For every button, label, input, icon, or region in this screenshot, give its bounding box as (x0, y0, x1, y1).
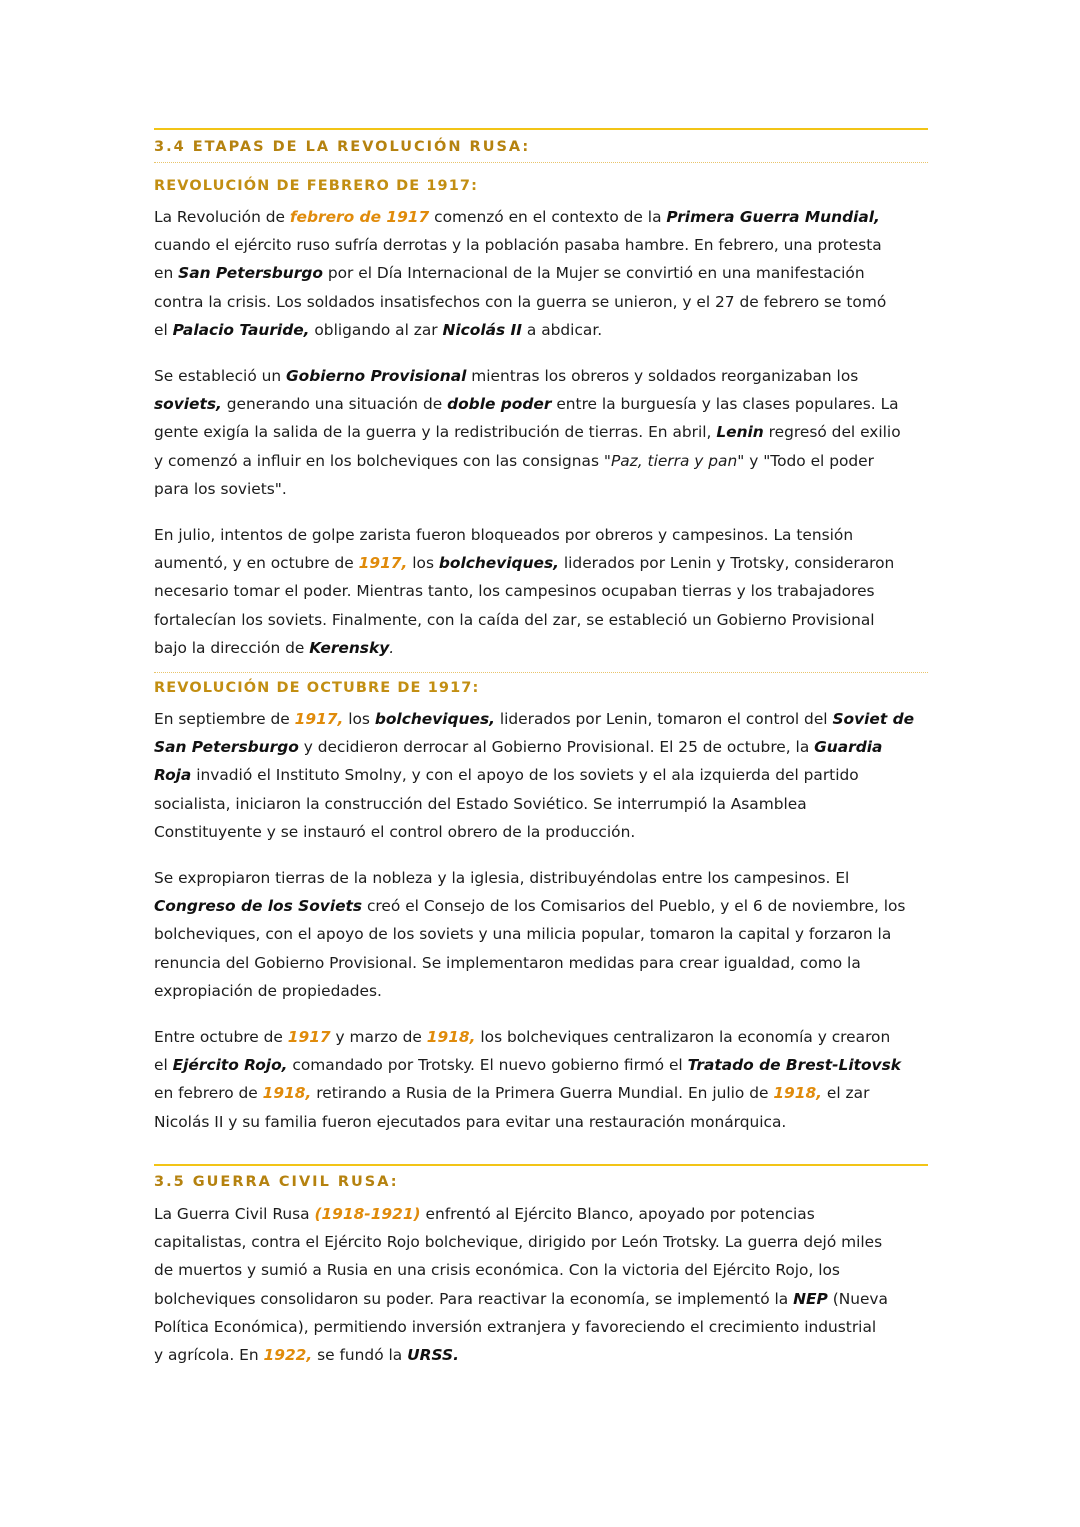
paragraph (154, 1023, 928, 1136)
text-run: Entre octubre de (154, 1028, 288, 1047)
section-heading-3-4: 3.4 ETAPAS DE LA REVOLUCIÓN RUSA: (154, 139, 531, 155)
emphasis-term: doble poder (447, 395, 552, 414)
emphasis-term: URSS. (407, 1345, 459, 1364)
paragraph (154, 203, 928, 344)
italic-text: "Paz, tierra y pan" (603, 451, 745, 470)
text-run: La Revolución de (154, 208, 290, 226)
text-run: En septiembre de (154, 710, 295, 729)
text-run: liderados por Lenin, tomaron el control del (494, 710, 833, 729)
text-run: en febrero de (154, 1084, 258, 1103)
highlighted-date: 1918, (262, 1084, 312, 1103)
text-run: por el Día Internacional de la Mujer se convirtió en una manifestación contra la crisis. Los soldados insatisfechos con la guerra se unieron, y el 27 de febrero se tomó el (154, 264, 887, 339)
text-run: y decidieron derrocar al Gobierno Provisional. El 25 de octubre, la (298, 738, 815, 757)
emphasis-term: Ejército Rojo, (172, 1056, 288, 1075)
text-run: comandado por Trotsky. El nuevo gobierno firmó el (287, 1056, 688, 1075)
paragraph (154, 362, 928, 503)
text-run: La Guerra Civil Rusa (154, 1204, 315, 1223)
text-run: creó el Consejo de los Comisarios del Pueblo, y el 6 de noviembre, los bolcheviques, con el apoyo de los soviets y una milicia popular, tomaron la capital y forzaron la renuncia del Gobierno Provisional. Se implementaron medidas para crear igualdad, como la expropiación de propiedades. (154, 897, 906, 1000)
highlighted-date: 1917, (294, 710, 344, 729)
emphasis-term: NEP (793, 1289, 828, 1308)
text-run: comenzó en el contexto de la (429, 208, 667, 226)
text-run: generando una situación de (221, 395, 448, 414)
highlighted-date: 1922, (263, 1345, 313, 1364)
emphasis-term: bolcheviques, (374, 710, 495, 729)
emphasis-term: Primera Guerra Mundial, (666, 208, 880, 226)
text-run: mientras los obreros y soldados reorganizaban los (471, 367, 859, 386)
paragraph (154, 705, 928, 846)
emphasis-term: Guardia Roja (154, 738, 883, 785)
emphasis-term: Kerensky (309, 638, 390, 657)
text-run: entre la burguesía y las clases populares. La gente exigía la salida de la guerra y la redistribución de tierras. En abril, (154, 395, 899, 442)
text-run: liderados por Lenin y Trotsky, consideraron necesario tomar el poder. Mientras tanto, los campesinos ocupaban tierras y los trabajadores fortalecían los soviets. Finalmente, con la caída del zar, se estableció un Gobierno Provisional bajo la dirección de (154, 554, 895, 657)
text-run: (Nueva Política Económica), permitiendo inversión extranjera y favoreciendo el crecimiento industrial y agrícola. En (154, 1289, 888, 1364)
text-run: los (407, 554, 439, 573)
paragraph (154, 1200, 928, 1369)
emphasis-term: Congreso de los Soviets (154, 897, 363, 916)
emphasis-term: Soviet de San Petersburgo (154, 710, 915, 757)
text-run: los (343, 710, 375, 729)
text-run: invadió el Instituto Smolny, y con el apoyo de los soviets y el ala izquierda del partido socialista, iniciaron la construcción del Estado Soviético. Se interrumpió la Asamblea Constituyente y se instauró el control obrero de la producción. (154, 766, 859, 841)
emphasis-term: San Petersburgo (178, 264, 323, 283)
text-run: y "Todo el poder para los soviets". (154, 451, 874, 498)
document-content (154, 128, 928, 1369)
highlighted-date: febrero de 1917 (289, 208, 430, 226)
subsection-heading-febrero: REVOLUCIÓN DE FEBRERO DE 1917: (154, 178, 479, 194)
text-run: Se expropiaron tierras de la nobleza y la iglesia, distribuyéndolas entre los campesinos. El (154, 869, 850, 888)
text-run: enfrentó al Ejército Blanco, apoyado por potencias capitalistas, contra el Ejército Rojo bolchevique, dirigido por León Trotsky. La guerra dejó miles de muertos y sumió a Rusia en una crisis económica. Con la victoria del Ejército Rojo, los bolcheviques consolidaron su poder. Para reactivar la economía, se implementó la (154, 1204, 883, 1308)
highlighted-date: 1917, (358, 554, 408, 573)
text-run: En julio, intentos de golpe zarista fueron bloqueados por obreros y campesinos. La tensión aumentó, y en octubre de (154, 526, 854, 573)
text-run: se fundó la (312, 1345, 408, 1364)
paragraph (154, 864, 928, 1005)
paragraph (154, 521, 928, 662)
highlighted-date: 1918, (773, 1084, 823, 1103)
text-run: a abdicar. (522, 320, 603, 339)
highlighted-date: 1917 (287, 1028, 331, 1047)
italic-text: . (389, 638, 395, 657)
text-run: el zar Nicolás II y su familia fueron ejecutados para evitar una restauración monárquica. (154, 1084, 870, 1131)
subsection-heading-octubre: REVOLUCIÓN DE OCTUBRE DE 1917: (154, 680, 480, 697)
highlighted-date: 1918, (426, 1028, 476, 1047)
text-run: obligando al zar (309, 320, 443, 339)
section-heading-3-5: 3.5 GUERRA CIVIL RUSA: (154, 1173, 399, 1190)
text-run: y marzo de (330, 1028, 427, 1047)
emphasis-term: bolcheviques, (438, 554, 559, 573)
emphasis-term: Tratado de Brest-Litovsk (687, 1056, 901, 1075)
emphasis-term: Gobierno Provisional (286, 367, 467, 386)
text-run: regresó del exilio y comenzó a influir en los bolcheviques con las consignas (154, 423, 901, 470)
emphasis-term: soviets, (154, 395, 222, 414)
text-run: los bolcheviques centralizaron la economía y crearon el (154, 1028, 891, 1075)
text-run: retirando a Rusia de la Primera Guerra Mundial. En julio de (311, 1084, 774, 1103)
emphasis-term: Lenin (716, 423, 764, 442)
text-run: Se estableció un (154, 367, 287, 386)
emphasis-term: Nicolás II (442, 320, 522, 339)
text-run: cuando el ejército ruso sufría derrotas y la población pasaba hambre. En febrero, una protesta en (154, 236, 882, 283)
emphasis-term: Palacio Tauride, (172, 320, 310, 339)
highlighted-date: (1918-1921) (314, 1204, 421, 1223)
